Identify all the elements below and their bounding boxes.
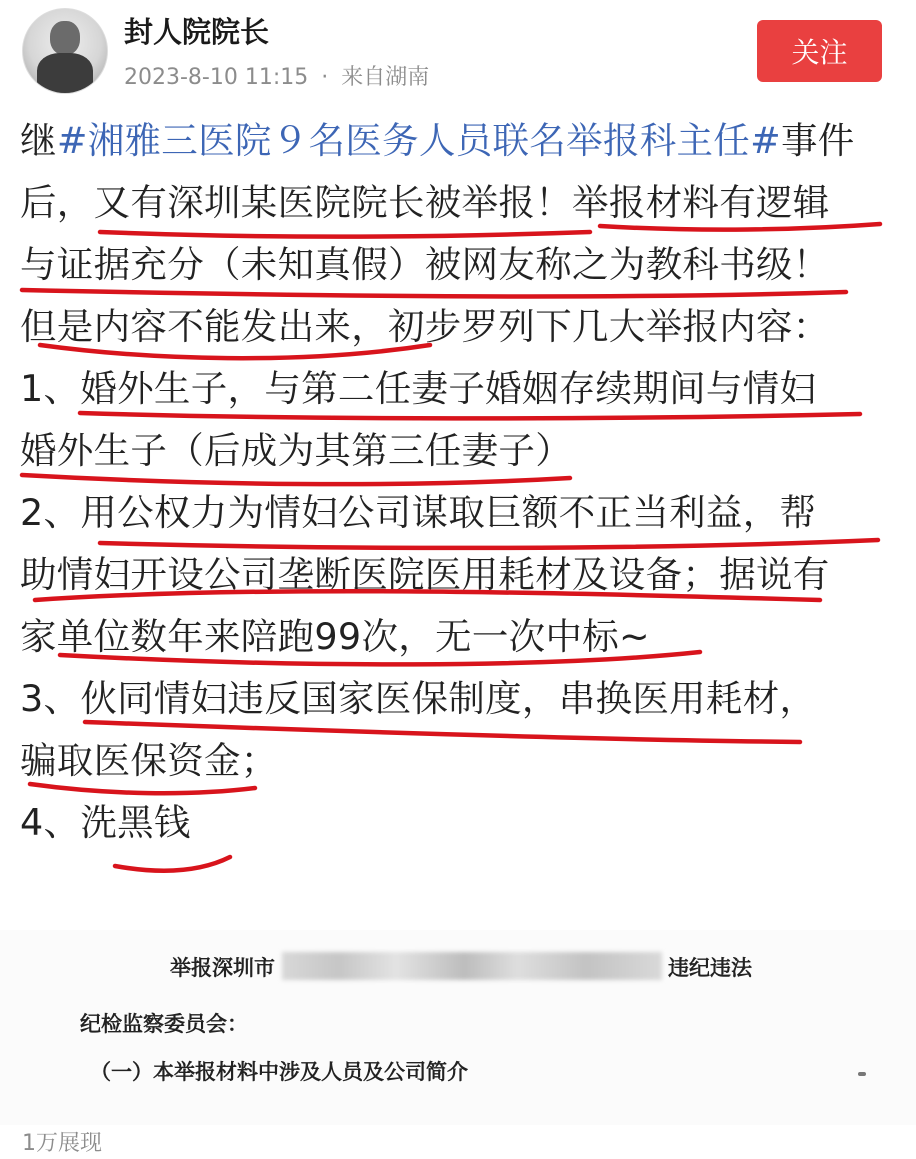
document-mark: [858, 1072, 866, 1076]
post-line: 与证据充分（未知真假）被网友称之为教科书级！: [20, 243, 830, 286]
document-section-heading: （一）本举报材料中涉及人员及公司简介: [90, 1059, 468, 1084]
avatar[interactable]: [22, 8, 108, 94]
post-meta: [124, 60, 429, 91]
post-line: 4、洗黑钱: [20, 801, 191, 844]
post-text: 继: [20, 119, 57, 162]
post-line: 婚外生子（后成为其第三任妻子）: [20, 429, 572, 472]
post-line: 助情妇开设公司垄断医院医用耗材及设备；据说有: [20, 553, 830, 596]
avatar-head: [50, 21, 80, 55]
post-line: 后，又有深圳某医院院长被举报！举报材料有逻辑: [20, 181, 830, 224]
blurred-redaction: [282, 952, 662, 980]
view-count: 1万展现: [22, 1131, 102, 1156]
document-title-end: 违纪违法: [668, 955, 752, 980]
attached-document-image[interactable]: [0, 930, 916, 1125]
username[interactable]: 封人院院长: [124, 15, 270, 49]
post-location: 来自湖南: [341, 65, 430, 90]
meta-separator: ·: [321, 65, 329, 90]
document-addressee: 纪检监察委员会：: [80, 1011, 248, 1036]
post-line: 1、婚外生子，与第二任妻子婚姻存续期间与情妇: [20, 367, 817, 410]
follow-button[interactable]: 关注: [757, 20, 882, 82]
post-line: [20, 110, 900, 172]
document-title-start: 举报深圳市: [170, 955, 275, 980]
post-line: 骗取医保资金；: [20, 739, 278, 782]
post-line: 3、伙同情妇违反国家医保制度，串换医用耗材，: [20, 677, 817, 720]
post-line: 2、用公权力为情妇公司谋取巨额不正当利益，帮: [20, 491, 817, 534]
post-timestamp: 2023-8-10 11:15: [124, 65, 309, 90]
post-line: 但是内容不能发出来，初步罗列下几大举报内容：: [20, 305, 830, 348]
avatar-body: [37, 53, 93, 94]
underline-mark: [115, 857, 230, 871]
post-body: [20, 110, 900, 854]
hashtag-link[interactable]: #湘雅三医院９名医务人员联名举报科主任#: [56, 119, 781, 162]
post-line: 家单位数年来陪跑99次，无一次中标~: [20, 615, 650, 658]
post-text: 事件: [780, 119, 855, 162]
